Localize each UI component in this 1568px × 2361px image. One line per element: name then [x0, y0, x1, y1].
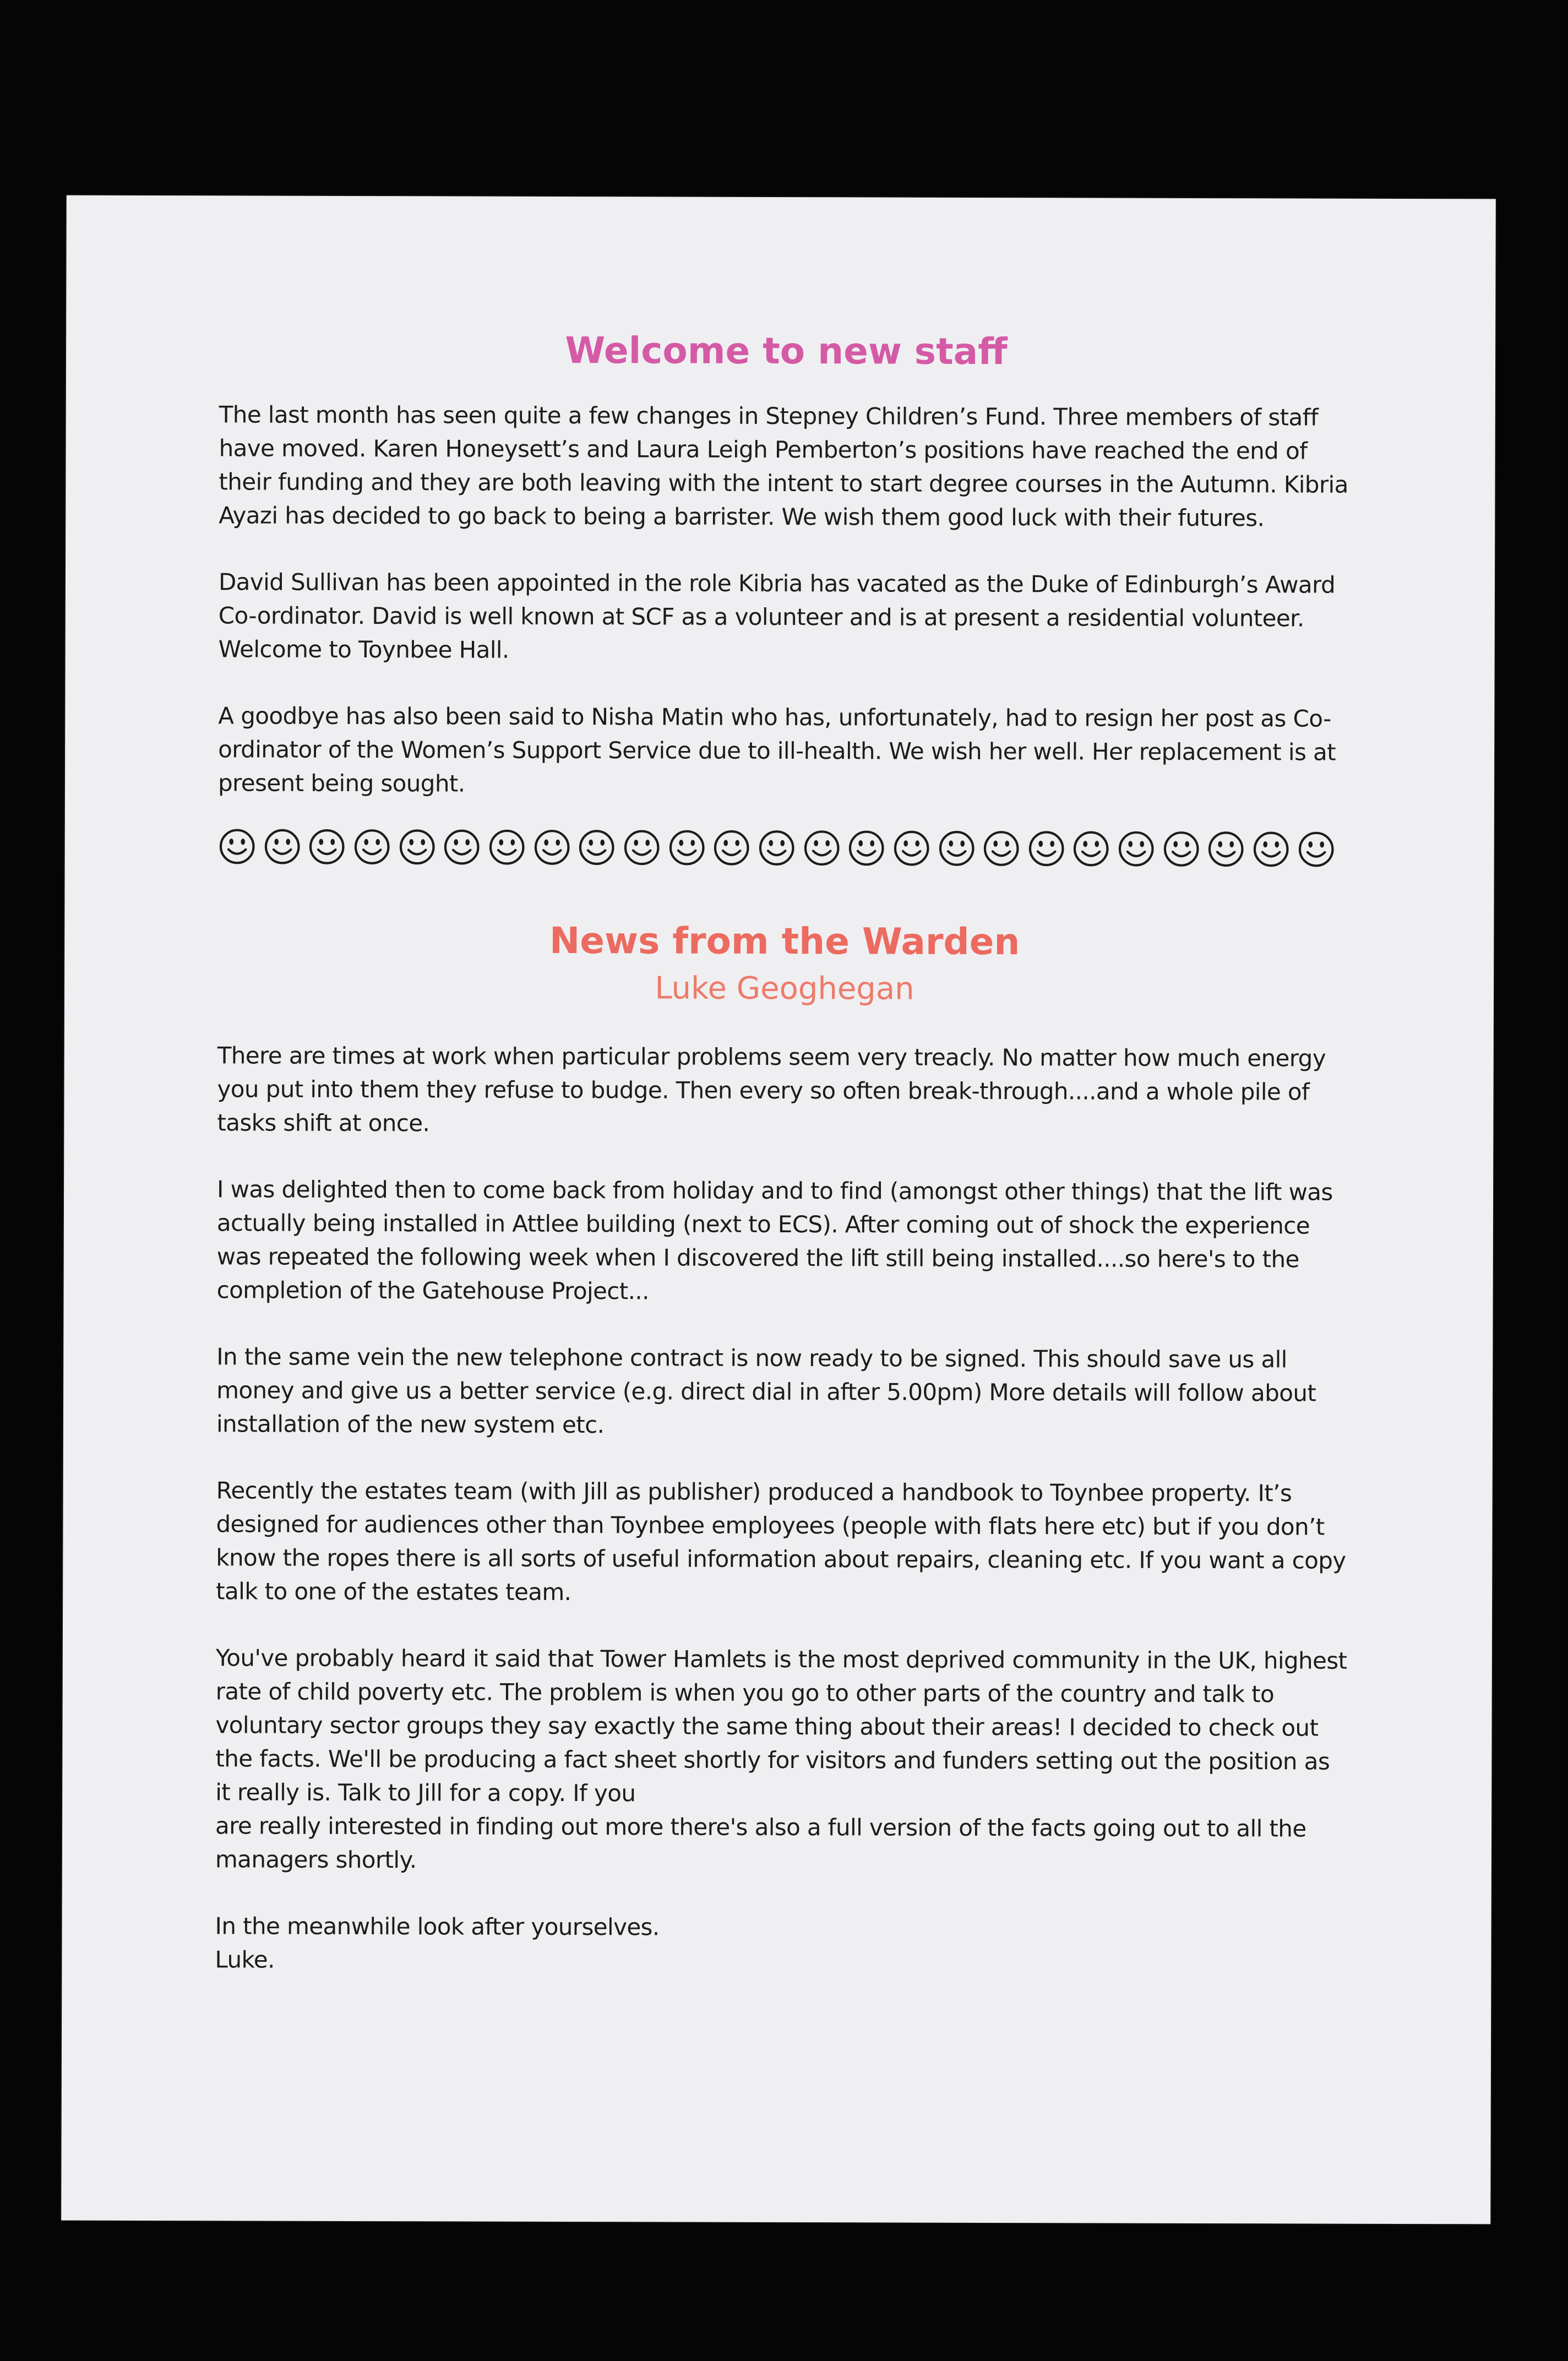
smiley-face-icon [1117, 830, 1156, 868]
smiley-face-icon [398, 828, 436, 866]
smiley-face-icon [218, 827, 257, 866]
news-paragraph-4: Recently the estates team (with Jill as publisher) produced a handbook to Toynbee property. It’s designed for audiences other than Toynbee employees (people with flats here etc) but if you don’t know the ropes there is all sorts of useful information about repairs, cleaning etc. If you want a copy talk to one of the estates team. [216, 1477, 1346, 1606]
news-section-title: News from the Warden [549, 919, 1020, 964]
smiley-face-icon [667, 828, 706, 867]
news-paragraph-1: There are times at work when particular problems seem very treacly. No matter how much energy you put into them they refuse to budge. Then every so often break-through....and a whole pile of tasks shift at once. [217, 1042, 1326, 1137]
smiley-face-icon [308, 828, 346, 866]
smiley-face-icon [802, 829, 841, 867]
signoff-name: Luke. [215, 1946, 275, 1973]
welcome-paragraph-2: David Sullivan has been appointed in the role Kibria has vacated as the Duke of Edinburgh’s Award Co-ordinator. David is well known at SCF as a volunteer and is at present a residential volunteer. Welcome to Toynbee Hall. [218, 568, 1336, 663]
welcome-paragraph-1: The last month has seen quite a few changes in Stepney Children’s Fund. Three members of staff have moved. Karen Honeysett’s and Laura Leigh Pemberton’s positions have reached the end of their funding and they are both leaving with the intent to start degree courses in the Autumn. Kibria Ayazi has decided to go back to being a barrister. We wish them good luck with their futures. [219, 401, 1348, 532]
news-paragraph-3: In the same vein the new telephone contract is now ready to be signed. This should save us all money and give us a better service (e.g. direct dial in after 5.00pm) More details will follow about installation of the new system etc. [216, 1343, 1316, 1439]
smiley-face-icon [443, 828, 481, 866]
smiley-face-icon [1072, 829, 1110, 868]
page-content [215, 325, 1353, 1979]
smiley-face-icon [758, 829, 796, 867]
smiley-face-icon [1297, 830, 1335, 868]
signoff-line: In the meanwhile look after yourselves. [215, 1912, 660, 1941]
smiley-divider [218, 827, 1336, 868]
smiley-face-icon [847, 829, 886, 867]
smiley-face-icon [1162, 830, 1200, 868]
smiley-face-icon [1252, 830, 1291, 868]
smiley-face-icon [578, 828, 616, 867]
smiley-face-icon [982, 829, 1021, 868]
smiley-face-icon [623, 828, 661, 867]
newsletter-page [61, 195, 1496, 2224]
smiley-face-icon [532, 828, 571, 867]
welcome-section-title: Welcome to new staff [565, 329, 1008, 373]
smiley-face-icon [937, 829, 976, 868]
news-paragraph-6: are really interested in finding out more there's also a full version of the facts going out to all the managers shortly. [215, 1812, 1306, 1874]
news-paragraph-5: You've probably heard it said that Tower Hamlets is the most deprived community in the UK, highest rate of child poverty etc. The problem is when you go to other parts of the country and talk to voluntary sector groups they say exactly the same thing about their areas! I decided to check out the facts. We'll be producing a fact sheet shortly for visitors and funders setting out the position as it really is. Talk to Jill for a copy. If you [215, 1644, 1347, 1807]
welcome-paragraph-3: A goodbye has also been said to Nisha Matin who has, unfortunately, had to resign her post as Co-ordinator of the Women’s Support Service due to ill-health. We wish her well. Her replacement is at present being sought. [217, 702, 1336, 797]
smiley-face-icon [353, 828, 391, 866]
smiley-face-icon [1027, 829, 1065, 868]
news-paragraph-2: I was delighted then to come back from holiday and to find (amongst other things) that the lift was actually being installed in Attlee building (next to ECS). After coming out of shock the experience was repeated the following week when I discovered the lift still being installed....so here's to the completion of the Gatehouse Project... [216, 1176, 1333, 1305]
smiley-face-icon [263, 828, 301, 866]
smiley-face-icon [892, 829, 930, 868]
smiley-face-icon [712, 829, 751, 867]
smiley-face-icon [1207, 830, 1245, 868]
author-byline: Luke Geoghegan [655, 970, 914, 1007]
smiley-face-icon [488, 828, 526, 867]
